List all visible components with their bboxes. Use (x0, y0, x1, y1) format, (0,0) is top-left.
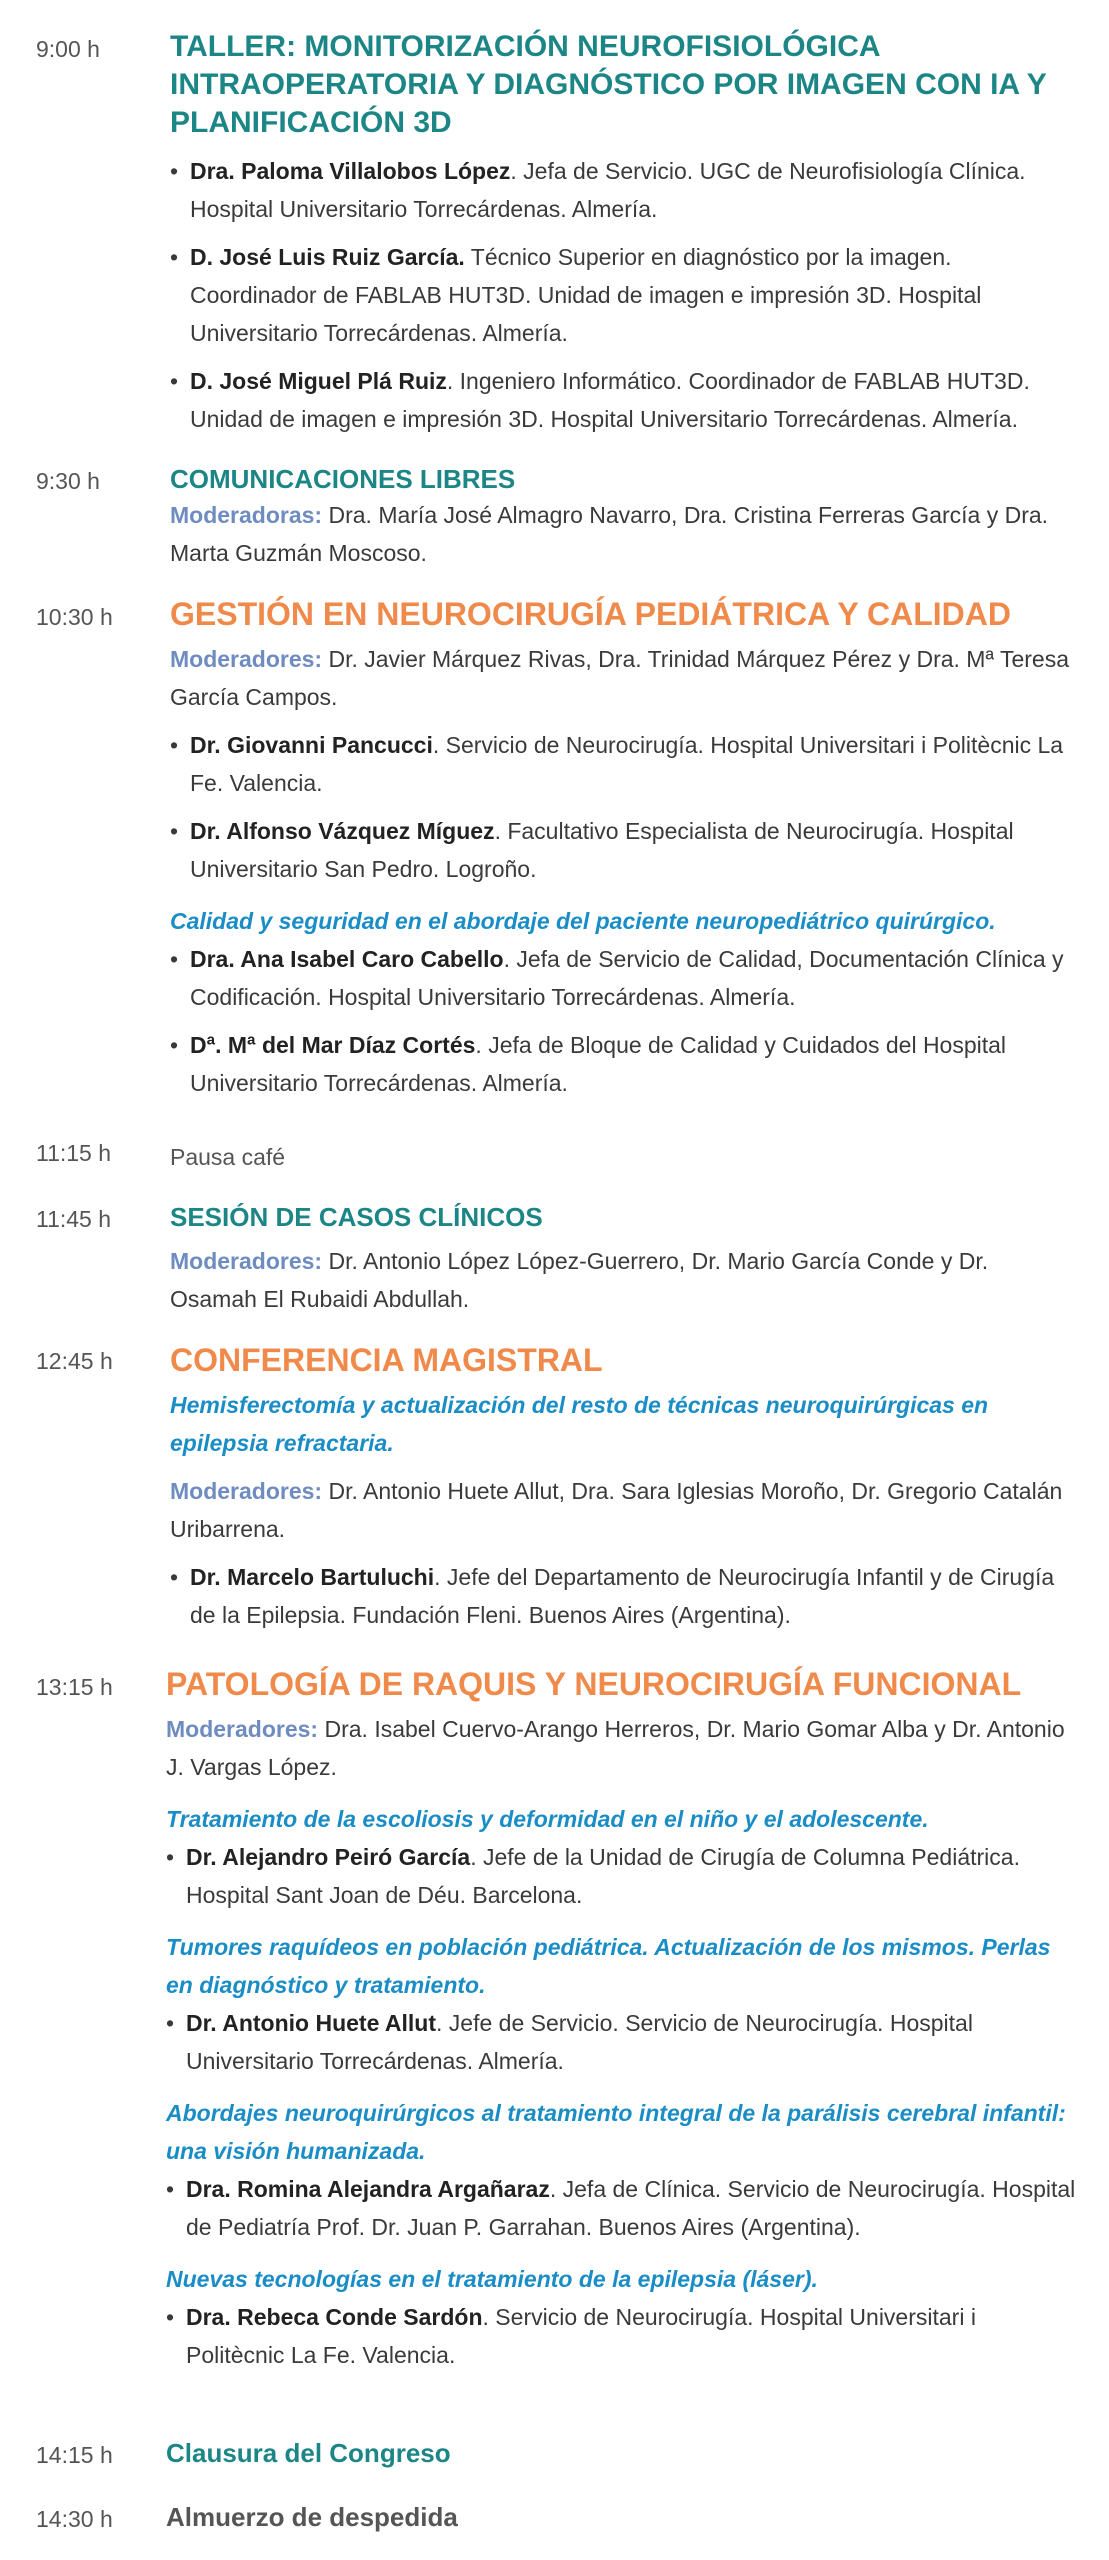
session-time: 9:30 h (36, 468, 100, 494)
subtopic: Tratamiento de la escoliosis y deformidad en el niño y el adolescente. (166, 1806, 929, 1832)
session-time: 11:15 h (36, 1140, 112, 1166)
subtopic: Tumores raquídeos en población pediátrica. Actualización de los mismos. Perlas en diagnóstico y tratamiento. (166, 1934, 1051, 1998)
moderators-label: Moderadores: (166, 1716, 319, 1742)
speaker-name: D. José Luis Ruiz García. (190, 244, 465, 270)
session-title: SESIÓN DE CASOS CLÍNICOS (170, 1202, 543, 1232)
speaker-name: Dr. Alejandro Peiró García (186, 1844, 471, 1870)
moderators-text: Dr. Javier Márquez Rivas, Dra. Trinidad Márquez Pérez y Dra. Mª Teresa García Campos. (170, 646, 1069, 710)
moderators-label: Moderadores: (170, 646, 323, 672)
session-time: 14:30 h (36, 2506, 113, 2532)
moderators-text: Dra. Isabel Cuervo-Arango Herreros, Dr. Mario Gomar Alba y Dr. Antonio J. Vargas López. (166, 1716, 1065, 1780)
speaker-desc: . Ingeniero Informático. Coordinador de FABLAB HUT3D. Unidad de imagen e impresión 3D. Hospital Universitario Torrecárdenas. Almería. (190, 368, 1030, 432)
moderators (170, 1472, 1075, 1548)
speaker-desc: . Jefe del Departamento de Neurocirugía Infantil y de Cirugía de la Epilepsia. Fundación Fleni. Buenos Aires (Argentina). (190, 1564, 1055, 1628)
speaker-item (170, 1558, 1075, 1634)
session-title: TALLER: MONITORIZACIÓN NEUROFISIOLÓGICA INTRAOPERATORIA Y DIAGNÓSTICO POR IMAGEN CON IA Y PLANIFICACIÓN 3D (170, 30, 1047, 139)
speaker-item (166, 1838, 1076, 1914)
moderators (170, 496, 1075, 572)
speaker-name: Dr. Giovanni Pancucci (190, 732, 433, 758)
speaker-name: Dr. Alfonso Vázquez Míguez (190, 818, 495, 844)
speaker-item (170, 362, 1075, 438)
session-title: PATOLOGÍA DE RAQUIS Y NEUROCIRUGÍA FUNCIONAL (166, 1666, 1022, 1702)
speaker-name: Dra. Romina Alejandra Argañaraz (186, 2176, 550, 2202)
moderators-label: Moderadores: (170, 1478, 323, 1504)
speaker-name: D. José Miguel Plá Ruiz (190, 368, 447, 394)
speaker-desc: . Jefa de Bloque de Calidad y Cuidados del Hospital Universitario Torrecárdenas. Almería. (190, 1032, 1007, 1096)
speaker-desc: . Facultativo Especialista de Neurocirugía. Hospital Universitario San Pedro. Logroño. (190, 818, 1014, 882)
speaker-item (170, 940, 1075, 1016)
speaker-desc: . Jefe de la Unidad de Cirugía de Columna Pediátrica. Hospital Sant Joan de Déu. Barcelona. (186, 1844, 1020, 1908)
subtopic: Calidad y seguridad en el abordaje del paciente neuropediátrico quirúrgico. (170, 908, 996, 934)
session-title: Clausura del Congreso (166, 2438, 451, 2468)
session-time: 14:15 h (36, 2442, 113, 2468)
speaker-item (170, 726, 1075, 802)
speaker-desc: . Jefa de Servicio de Calidad, Documentación Clínica y Codificación. Hospital Universitario Torrecárdenas. Almería. (190, 946, 1064, 1010)
moderators-label: Moderadores: (170, 1248, 323, 1274)
session-title: COMUNICACIONES LIBRES (170, 464, 516, 494)
speaker-item (170, 152, 1075, 228)
moderators (166, 1710, 1076, 1786)
speaker-name: Dra. Rebeca Conde Sardón (186, 2304, 483, 2330)
speaker-name: Dra. Paloma Villalobos López (190, 158, 511, 184)
moderators-label: Moderadoras: (170, 502, 323, 528)
session-time: 10:30 h (36, 604, 113, 630)
speaker-item (166, 2298, 1076, 2374)
moderators (170, 1242, 1075, 1318)
moderators-text: Dr. Antonio López López-Guerrero, Dr. Mario García Conde y Dr. Osamah El Rubaidi Abdullah. (170, 1248, 989, 1312)
speaker-name: Dra. Ana Isabel Caro Cabello (190, 946, 504, 972)
speaker-desc: . Jefa de Clínica. Servicio de Neurocirugía. Hospital de Pediatría Prof. Dr. Juan P. Garrahan. Buenos Aires (Argentina). (186, 2176, 1076, 2240)
speaker-desc: . Jefa de Servicio. UGC de Neurofisiología Clínica. Hospital Universitario Torrecárdenas. Almería. (190, 158, 1026, 222)
speaker-item (170, 812, 1075, 888)
session-title: Almuerzo de despedida (166, 2502, 458, 2532)
speaker-item (166, 2170, 1076, 2246)
subtopic: Hemisferectomía y actualización del resto de técnicas neuroquirúrgicas en epilepsia refractaria. (170, 1392, 989, 1456)
speaker-item (170, 238, 1075, 352)
moderators-text: Dra. María José Almagro Navarro, Dra. Cristina Ferreras García y Dra. Marta Guzmán Moscoso. (170, 502, 1049, 566)
moderators-text: Dr. Antonio Huete Allut, Dra. Sara Iglesias Moroño, Dr. Gregorio Catalán Uribarrena. (170, 1478, 1063, 1542)
speaker-name: Dr. Marcelo Bartuluchi (190, 1564, 435, 1590)
moderators (170, 640, 1075, 716)
subtopic: Nuevas tecnologías en el tratamiento de la epilepsia (láser). (166, 2266, 818, 2292)
speaker-item (170, 1026, 1075, 1102)
subtopic: Abordajes neuroquirúrgicos al tratamiento integral de la parálisis cerebral infantil: una visión humanizada. (166, 2100, 1066, 2164)
session-title: CONFERENCIA MAGISTRAL (170, 1342, 603, 1378)
session-time: 12:45 h (36, 1348, 113, 1374)
session-title: GESTIÓN EN NEUROCIRUGÍA PEDIÁTRICA Y CALIDAD (170, 596, 1011, 632)
speaker-item (166, 2004, 1076, 2080)
session-time: 9:00 h (36, 36, 100, 62)
speaker-desc: . Jefe de Servicio. Servicio de Neurocirugía. Hospital Universitario Torrecárdenas. Almería. (186, 2010, 973, 2074)
session-time: 11:45 h (36, 1206, 112, 1232)
speaker-desc: Técnico Superior en diagnóstico por la imagen. Coordinador de FABLAB HUT3D. Unidad de imagen e impresión 3D. Hospital Universitario Torrecárdenas. Almería. (190, 244, 982, 346)
speaker-name: Dr. Antonio Huete Allut (186, 2010, 437, 2036)
speaker-name: Dª. Mª del Mar Díaz Cortés (190, 1032, 476, 1058)
session-time: 13:15 h (36, 1674, 113, 1700)
session-title: Pausa café (170, 1144, 286, 1170)
speaker-desc: . Servicio de Neurocirugía. Hospital Universitari i Politècnic La Fe. Valencia. (190, 732, 1064, 796)
speaker-desc: . Servicio de Neurocirugía. Hospital Universitari i Politècnic La Fe. Valencia. (186, 2304, 976, 2368)
